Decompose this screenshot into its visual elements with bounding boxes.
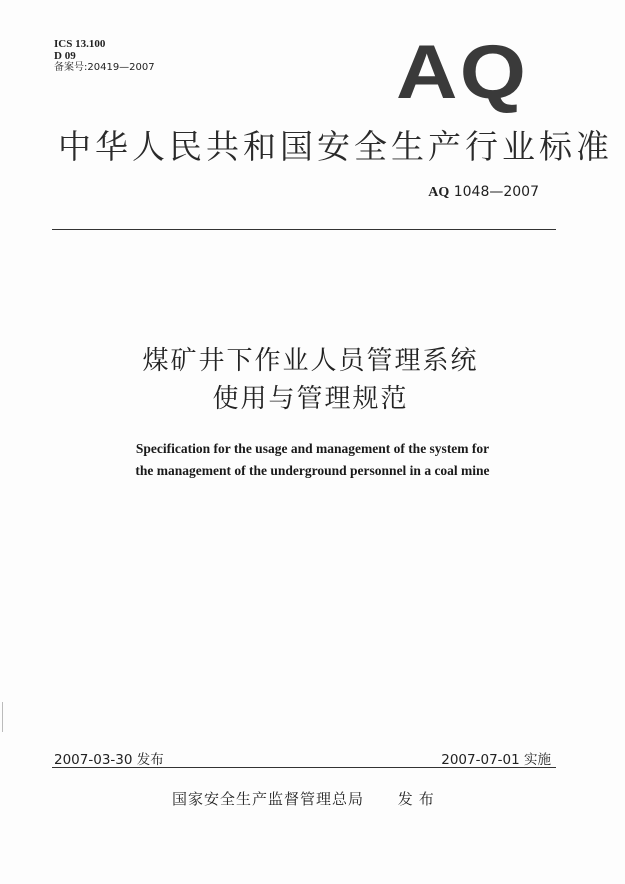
ccs-code: D 09 (54, 50, 76, 62)
issue-date: 2007-03-30 发布 (54, 752, 164, 768)
english-title-line2: the management of the underground personnel in a coal mine (135, 463, 490, 478)
classification-block (54, 38, 155, 74)
publisher-name: 国家安全生产监督管理总局 (172, 790, 365, 808)
bottom-divider (52, 767, 556, 768)
document-title-line1: 煤矿井下作业人员管理系统 (142, 346, 479, 376)
top-divider (52, 229, 556, 230)
document-title-line2: 使用与管理规范 (212, 384, 409, 414)
standard-code-number: 1048—2007 (453, 184, 539, 200)
english-title (0, 438, 625, 482)
scan-artifact (2, 702, 3, 732)
standard-category-title: 中华人民共和国安全生产行业标准 (58, 127, 613, 166)
document-title (0, 342, 625, 418)
ics-code: ICS 13.100 (54, 38, 106, 50)
standard-code (428, 184, 539, 201)
aq-logo: AQ (396, 30, 529, 115)
publisher-action: 发布 (397, 790, 440, 808)
record-number: 备案号:20419—2007 (54, 62, 155, 73)
implementation-date: 2007-07-01 实施 (441, 752, 551, 768)
standard-code-prefix: AQ (428, 185, 450, 200)
english-title-line1: Specification for the usage and management of the system for (135, 441, 490, 456)
publisher-line (172, 788, 440, 809)
